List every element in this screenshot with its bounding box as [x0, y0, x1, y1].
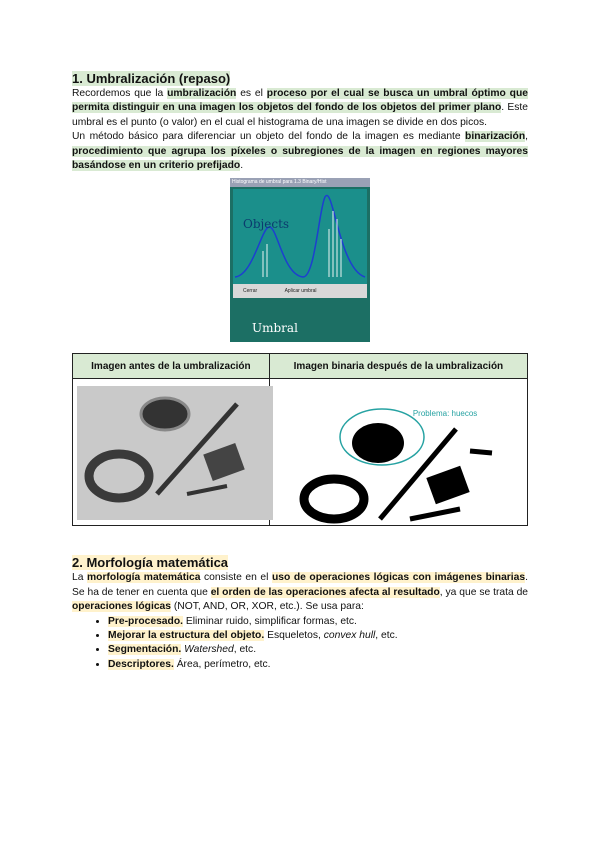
section1-title: 1. Umbralización (repaso): [72, 71, 231, 86]
histogram-curve: [235, 196, 365, 278]
table-header-before: Imagen antes de la umbralización: [73, 354, 270, 379]
list-item: • Descriptores. Área, perímetro, etc.: [108, 658, 528, 672]
morphology-uses-list: [72, 615, 528, 673]
section2-paragraph: La morfología matemática consiste en el uso de operaciones lógicas con imágenes binarias. Se ha de tener en cuenta que el orden de las operaciones afecta al resultado, ya que se trata de operaciones lógicas (NOT, AND, OR, XOR, etc.). Se usa para:: [72, 572, 529, 613]
list-item: • Segmentación. Watershed, etc.: [108, 643, 528, 657]
section1-paragraph2: Un método básico para diferenciar un objeto del fondo de la imagen es mediante binarización, procedimiento que agrupa los píxeles o subregiones de la imagen en regiones mayores basándose en un criterio prefijado.: [72, 131, 528, 172]
section2-title: 2. Morfología matemática: [72, 555, 229, 571]
histogram-figure: [230, 178, 370, 342]
section1-paragraph1: Recordemos que la umbralización es el proceso por el cual se busca un umbral óptimo que permita distinguir en una imagen los objetos del fondo de los objetos del primer plano. Este umbral es el punto (o valor) en el cual el histograma de una imagen se divide en dos picos.: [72, 88, 528, 128]
document-page: [72, 70, 528, 672]
histogram-window-title: Histograma de umbral para 1.3 Binary/Hist: [230, 178, 370, 187]
grayscale-objects-image: [77, 386, 273, 520]
binary-objects-image: [270, 379, 510, 525]
problem-holes-note: Problema: huecos: [412, 409, 478, 419]
objects-label: Objects: [243, 217, 290, 232]
histogram-buttonbar: [233, 284, 367, 298]
histogram-svg: [233, 189, 367, 284]
list-item: • Mejorar la estructura del objeto. Esqueletos, convex hull, etc.: [108, 629, 528, 643]
apply-threshold-button[interactable]: Aplicar umbral: [284, 288, 317, 295]
image-after-cell: [269, 379, 527, 526]
histogram-plot: [233, 189, 367, 284]
list-item: • Pre-procesado. Eliminar ruido, simplificar formas, etc.: [108, 615, 528, 629]
image-before-cell: [73, 379, 270, 526]
close-button[interactable]: Cerrar: [243, 288, 258, 295]
umbral-label: Umbral: [252, 321, 298, 336]
table-header-after: Imagen binaria después de la umbralización: [269, 354, 527, 379]
threshold-comparison-table: [72, 353, 528, 526]
